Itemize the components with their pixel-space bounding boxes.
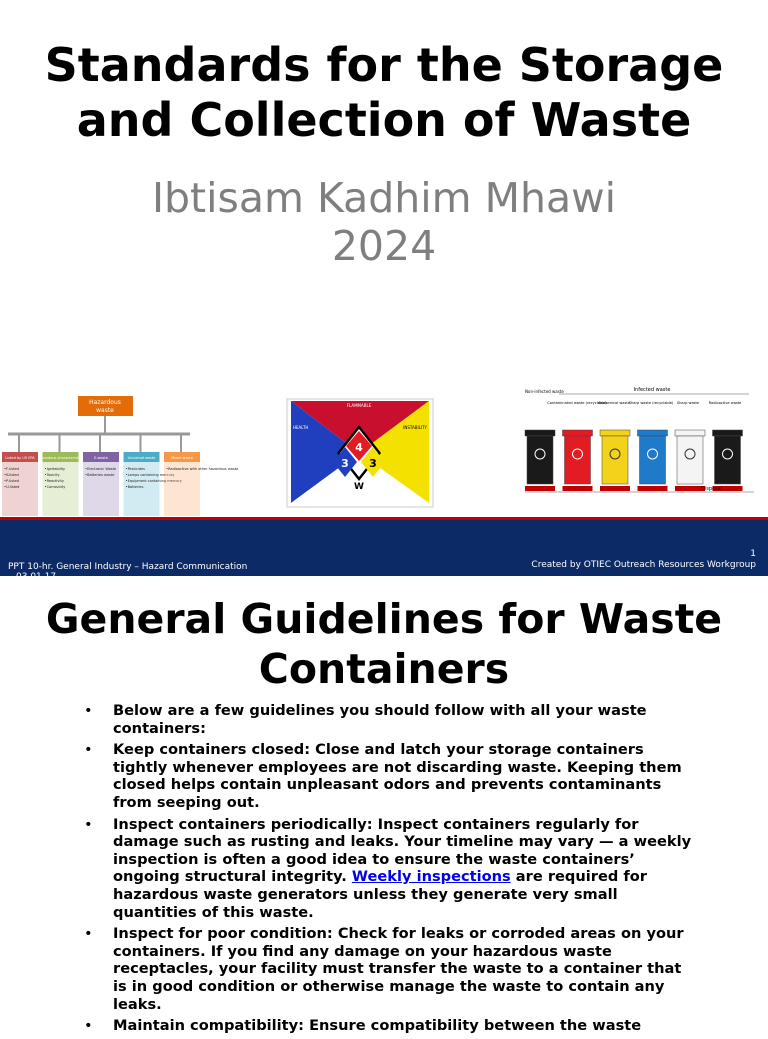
bins-disposal-label: Disposal: [701, 486, 723, 492]
chart-category-item: •Radioactive with other hazardous waste: [166, 467, 239, 471]
author-block: [0, 174, 768, 270]
bullet-text-after: are required for hazardous waste generators unless they generate very small quantities of this waste.: [113, 868, 647, 921]
year: 2024: [331, 222, 437, 270]
nfpa-flammability-value: 4: [355, 441, 363, 454]
nfpa-diamond-svg: [279, 389, 441, 511]
list-item: • Inspect for poor condition: Check for leaks or corroded areas on your containers. If you find any damage on your hazardous waste receptacles, your facility must transfer the waste to a container that is in good condition or otherwise manage the waste to contain any leaks.: [84, 925, 684, 1013]
chart-category-label: Mixed waste: [171, 456, 193, 460]
footer-course: PPT 10-hr. General Industry – Hazard Communication: [8, 562, 248, 572]
chart-root-line1: Hazardous: [89, 399, 121, 406]
nfpa-health-value: 3: [341, 457, 349, 470]
guidelines-title: General Guidelines for Waste Containers: [45, 595, 723, 693]
author-name: Ibtisam Kadhim Mhawi: [151, 174, 617, 222]
waste-bin: [527, 436, 553, 484]
chart-category-item: •Batteries: [125, 485, 144, 489]
chart-category-item: •P-listed: [4, 479, 19, 483]
bins-infected-label: Infected waste: [633, 387, 671, 394]
bin-lid: [713, 430, 743, 436]
slide-footer: [0, 520, 768, 576]
list-item: • Below are a few guidelines you should follow with all your waste containers:: [84, 702, 647, 737]
bullet-text: Keep containers closed: Close and latch your storage containers tightly whenever employees are not discarding waste. Keeping them closed helps contain unpleasant odors and prevents contaminants from seeping out.: [113, 741, 682, 811]
weekly-inspections-link[interactable]: Weekly inspections: [351, 868, 511, 886]
list-item: • Maintain compatibility: Ensure compatibility between the waste: [84, 1017, 642, 1035]
bin-category-label: Contaminated waste (recyclable): [547, 401, 607, 405]
nfpa-flammable-label: FLAMMABLE: [346, 403, 372, 408]
guidelines-slide: [0, 576, 768, 1035]
waste-bin: [677, 436, 703, 484]
waste-bin: [602, 436, 628, 484]
bin-label-strip: [525, 486, 555, 491]
bin-category-label: Radioactive waste: [708, 401, 742, 405]
waste-bins-svg: [519, 384, 758, 516]
chart-category-item: •Reactivity: [44, 479, 64, 483]
chart-category-item: •Ignitability: [44, 467, 66, 471]
chart-category-label: Listed by US EPA: [5, 456, 35, 460]
chart-category-label: Hazardous characteristics: [37, 456, 84, 460]
bin-lid: [525, 430, 555, 436]
hazardous-waste-chart-image: [0, 396, 239, 516]
bin-lid: [675, 430, 705, 436]
chart-category-label: E-waste: [94, 456, 108, 460]
chart-category-item: •Equipment containing mercury: [125, 479, 182, 483]
nfpa-diamond-image: [279, 389, 441, 511]
chart-category-item: •Lamps containing mercury: [125, 473, 175, 477]
bin-lid: [638, 430, 668, 436]
chart-category-label: Universal waste: [127, 456, 156, 460]
nfpa-instability-label: INSTABILITY: [403, 425, 427, 430]
bin-category-label: Sharp waste: [676, 401, 700, 405]
list-item: • Keep containers closed: Close and latch your storage containers tightly whenever employees are not discarding waste. Keeping them closed helps contain unpleasant odors and prevents contaminants from seeping out.: [84, 741, 682, 811]
waste-bins-image: [519, 384, 758, 516]
slide-title: Standards for the Storage and Collection of Waste: [44, 38, 724, 147]
chart-category-item: •Pesticides: [125, 467, 145, 471]
waste-bin: [715, 436, 741, 484]
footer-credit: Created by OTIEC Outreach Resources Workgroup: [531, 560, 756, 570]
chart-category-item: •K-listed: [4, 473, 19, 477]
nfpa-health-label: HEALTH: [293, 425, 309, 430]
hazardous-waste-chart-svg: [0, 396, 239, 516]
chart-root-line2: waste: [96, 407, 114, 414]
nfpa-instability-value: 3: [369, 457, 377, 470]
bin-category-label: Sharp waste (recyclable): [628, 401, 674, 405]
chart-category-item: •Electronic Waste: [85, 467, 117, 471]
chart-category-item: •Batteries waste: [85, 473, 115, 477]
waste-bin: [640, 436, 666, 484]
bullet-text: Below are a few guidelines you should follow with all your waste containers:: [113, 702, 647, 737]
guidelines-list: [84, 702, 694, 1039]
bin-lid: [600, 430, 630, 436]
bin-label-strip: [600, 486, 630, 491]
list-item: • Inspect containers periodically: Inspect containers regularly for damage such as rusting and leaks. Your timeline may vary — a weekly inspection is often a good idea to ensure the waste containers’ ongoing structural integrity. Weekly inspections are required for hazardous waste generators unless they generate very small quantities of this waste.: [84, 815, 692, 921]
chart-category-item: •Corrosivity: [44, 485, 66, 489]
chart-category-item: •U-listed: [4, 485, 20, 489]
bullet-text: Inspect for poor condition: Check for leaks or corroded areas on your containers. If you find any damage on your hazardous waste receptacles, your facility must transfer the waste to a container that is in good condition or otherwise manage the waste to contain any leaks.: [113, 925, 684, 1013]
bin-lid: [563, 430, 593, 436]
page-number: 1: [750, 549, 756, 559]
bin-label-strip: [563, 486, 593, 491]
bullet-text: Maintain compatibility: Ensure compatibility between the waste: [113, 1017, 642, 1035]
bullet-text-before: Inspect containers periodically: Inspect containers regularly for damage such as rusting and leaks. Your timeline may vary — a weekly inspection is often a good idea to ensure the waste containers’ ongoing structural integrity.: [113, 815, 692, 886]
bin-category-label: Anatomical waste: [598, 401, 630, 405]
nfpa-special-value: W: [354, 482, 364, 492]
bins-noninfected-label: Non-infected waste: [525, 389, 564, 395]
bin-label-strip: [638, 486, 668, 491]
waste-bin: [565, 436, 591, 484]
chart-category-item: •Toxicity: [44, 473, 60, 477]
chart-category-item: •F-listed: [4, 467, 19, 471]
